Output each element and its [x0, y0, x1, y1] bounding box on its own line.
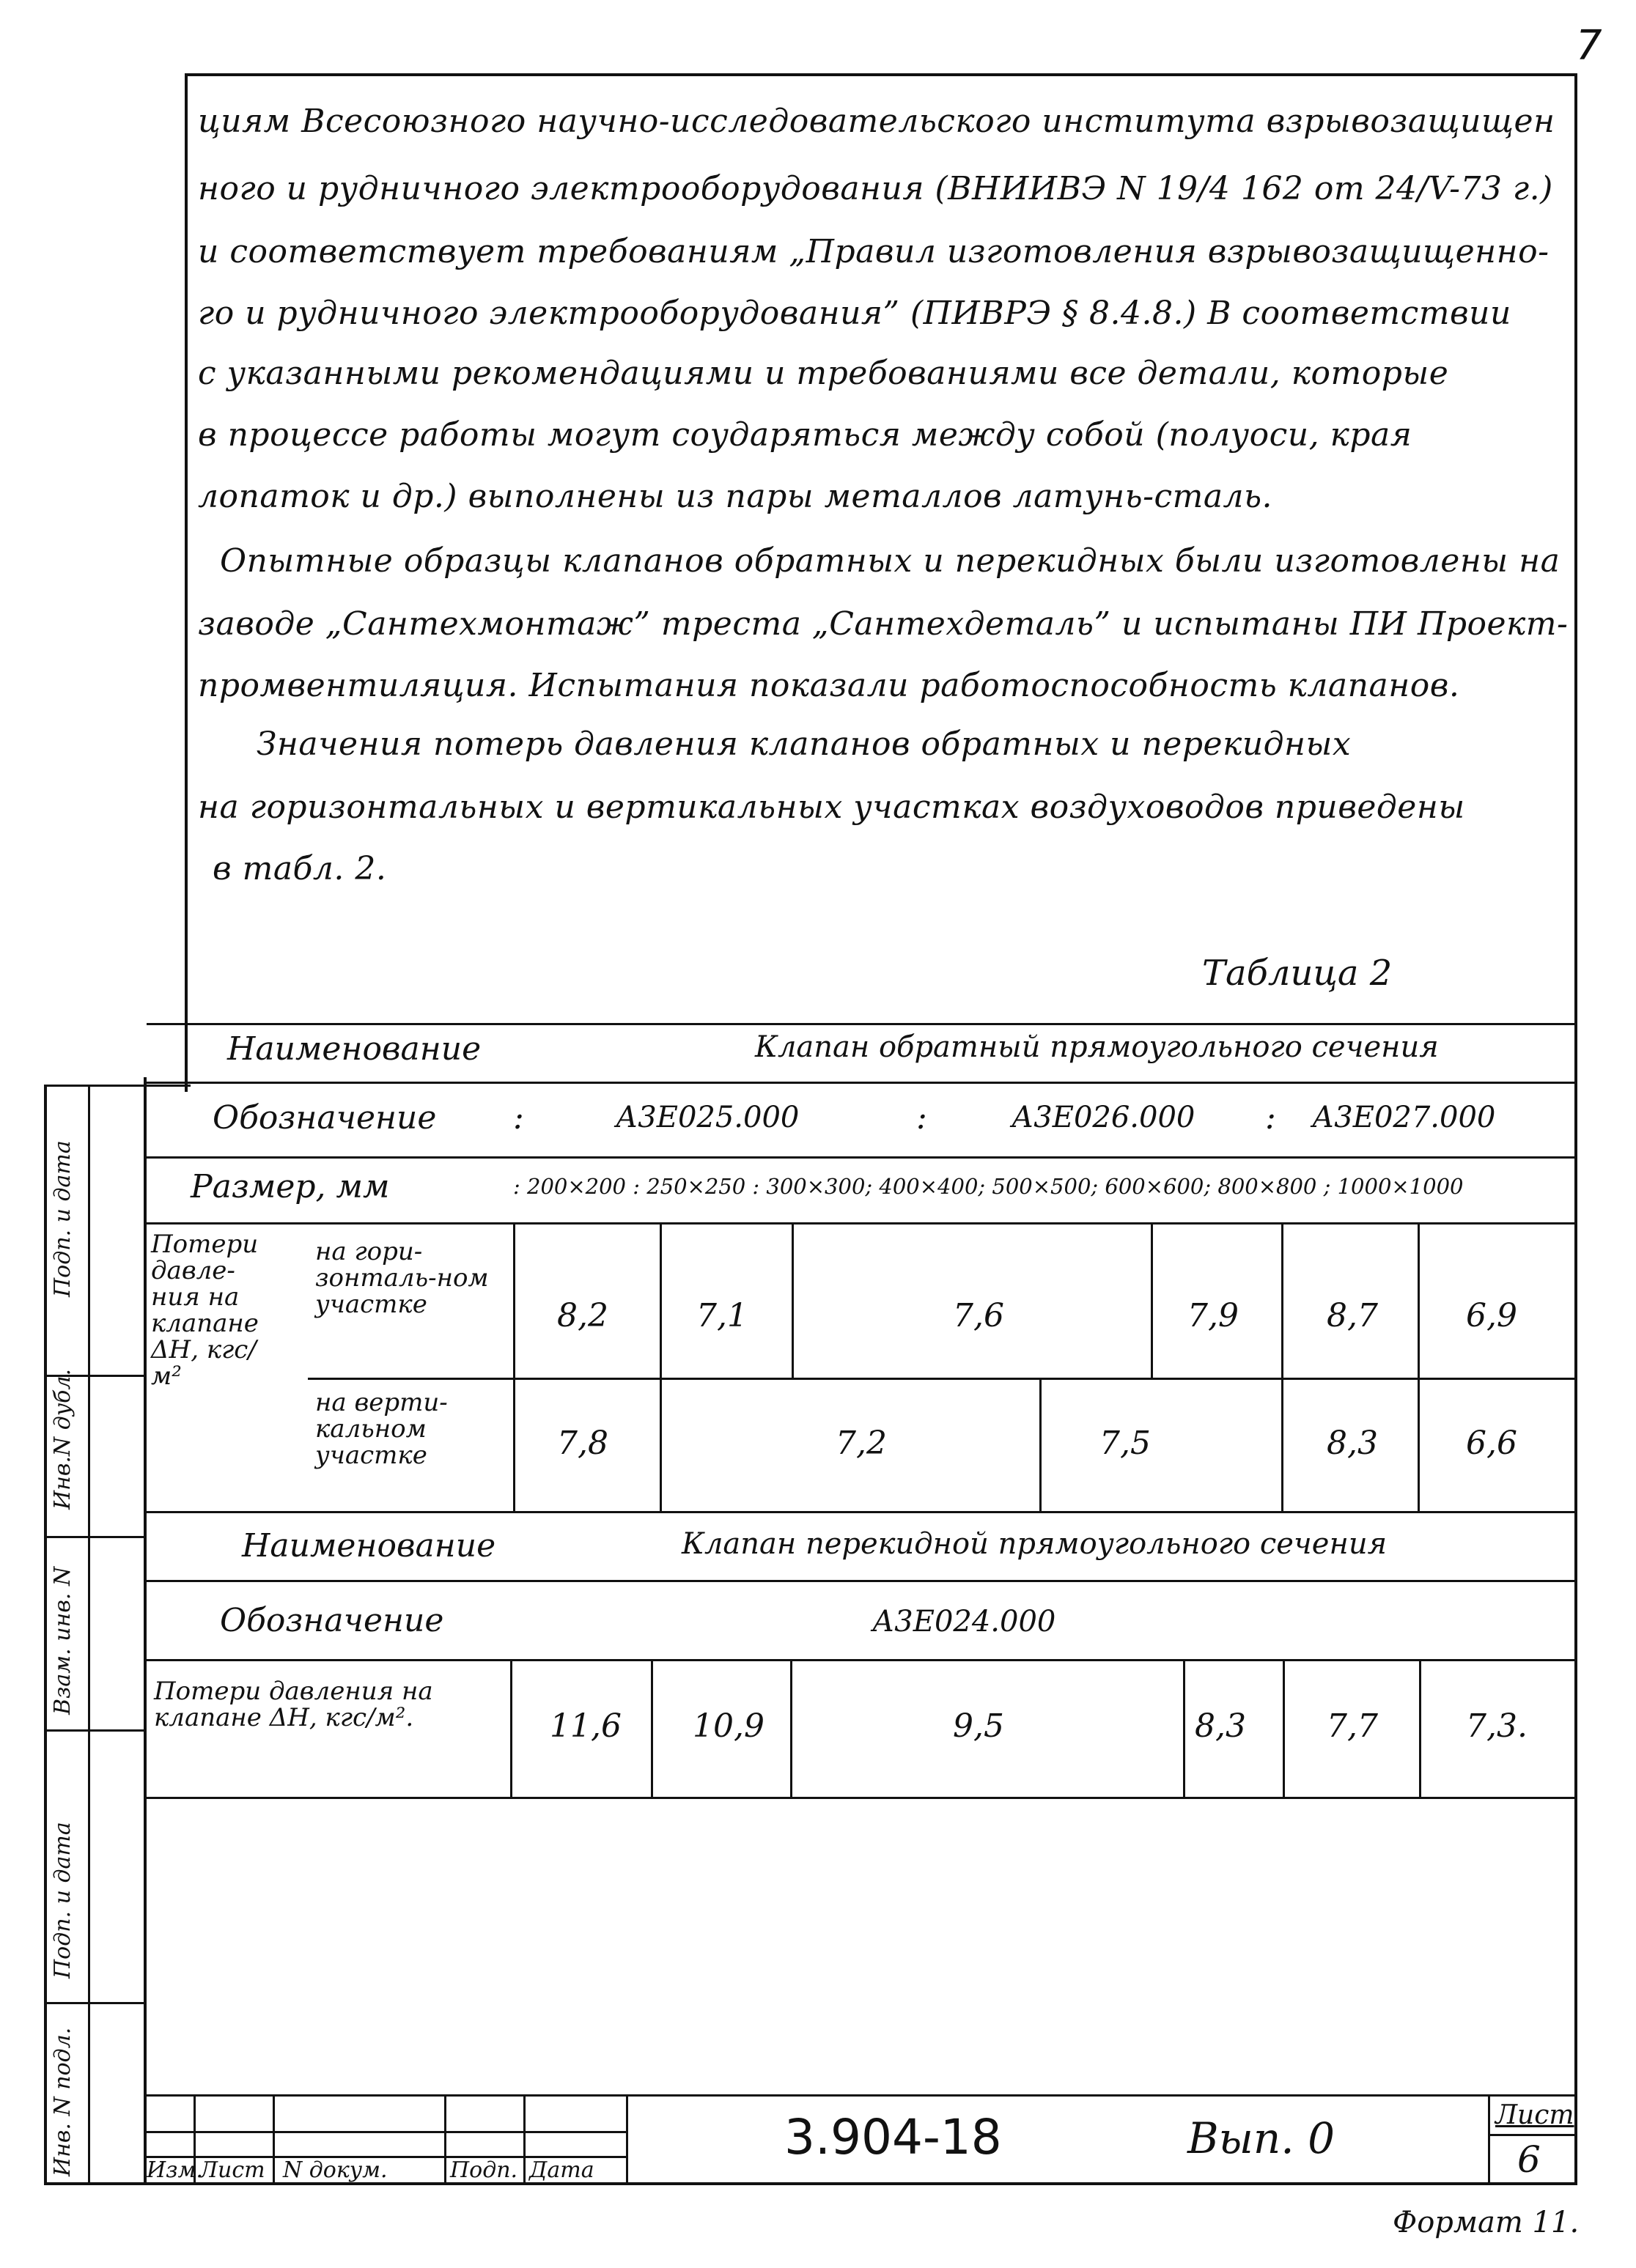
text-line: заводе „Сантехмонтаж” треста „Сантехдеталь” и испытаны ПИ Проект-	[198, 605, 1569, 643]
sheet-number: 6	[1517, 2138, 1541, 2181]
text-line: и соответствует требованиям „Правил изготовления взрывозащищенно-	[198, 233, 1550, 270]
side-line	[44, 1085, 47, 2184]
table-hline	[147, 1797, 1577, 1799]
side-line	[44, 1729, 147, 1732]
size-value: : 200×200 : 250×250 : 300×300; 400×400; 500×500; 600×600; 800×800 ; 1000×1000	[513, 1174, 1464, 1199]
side-label: Инв. N подл.	[50, 2027, 75, 2176]
designation-1: А3Е025.000	[616, 1101, 800, 1134]
table-hline	[147, 1156, 1577, 1159]
frame-left	[185, 73, 188, 1092]
frame-top	[185, 73, 1577, 76]
separator: :	[513, 1099, 524, 1137]
table-vline	[1419, 1659, 1421, 1798]
tb-col-label: Лист	[199, 2157, 265, 2183]
loss-value: 9,5	[953, 1707, 1004, 1745]
table-hline	[147, 1082, 1577, 1084]
vertical-value: 8,3	[1327, 1425, 1378, 1462]
frame-left-lower	[144, 1077, 147, 2184]
designation-2: А3Е026.000	[1012, 1101, 1195, 1134]
horizontal-label: на гори-зонталь-ном участке	[315, 1237, 489, 1319]
side-label: Инв.N дубл.	[50, 1368, 75, 1510]
sheet-label: Лист	[1495, 2100, 1574, 2130]
vertical-value: 7,8	[557, 1425, 608, 1462]
horizontal-value: 8,2	[557, 1297, 608, 1334]
table-vline	[660, 1222, 662, 1512]
vertical-value: 7,2	[836, 1425, 887, 1462]
table-vline	[792, 1222, 794, 1378]
horizontal-value: 8,7	[1327, 1297, 1378, 1334]
loss-value: 8,3	[1195, 1707, 1246, 1745]
table-vline	[1418, 1222, 1420, 1512]
doc-number: 3.904-18	[784, 2109, 1002, 2165]
tb-col-label: Изм.	[147, 2157, 203, 2183]
table-hline	[147, 1023, 1577, 1025]
side-line	[88, 1085, 90, 2184]
table-vline	[651, 1659, 653, 1798]
vertical-value: 7,5	[1099, 1425, 1151, 1462]
text-line: промвентиляция. Испытания показали работоспособность клапанов.	[198, 667, 1460, 704]
tb-line	[626, 2094, 628, 2184]
side-line	[44, 1085, 191, 1087]
tb-line	[144, 2094, 1577, 2097]
text-line: в процессе работы могут соударяться между собой (полуоси, края	[198, 416, 1412, 454]
text-line: в табл. 2.	[213, 850, 387, 887]
tb-col-label: N докум.	[283, 2157, 388, 2183]
table-vline	[790, 1659, 792, 1798]
horizontal-value: 7,6	[953, 1297, 1004, 1334]
table-vline	[1151, 1222, 1153, 1378]
text-line: циям Всесоюзного научно-исследовательского института взрывозащищен	[198, 103, 1555, 140]
text-line: с указанными рекомендациями и требованиями все детали, которые	[198, 355, 1449, 392]
separator: :	[1265, 1099, 1276, 1137]
table-vline	[513, 1222, 515, 1512]
side-label: Подп. и дата	[50, 1140, 75, 1297]
tb-col-label: Подп.	[450, 2157, 518, 2183]
horizontal-value: 7,1	[696, 1297, 748, 1334]
designation-3: А3Е027.000	[1312, 1101, 1496, 1134]
horizontal-value: 6,9	[1466, 1297, 1517, 1334]
tb-line	[144, 2131, 627, 2133]
loss-value: 7,3.	[1466, 1707, 1528, 1745]
side-line	[44, 1536, 147, 1538]
table-vline	[1039, 1378, 1042, 1512]
tb-line	[444, 2094, 446, 2184]
name-value: Клапан обратный прямоугольного сечения	[755, 1030, 1439, 1064]
tb-line	[1488, 2094, 1490, 2184]
issue: Вып. 0	[1187, 2113, 1335, 2163]
name-label-2: Наименование	[242, 1527, 496, 1565]
table-vline	[1281, 1222, 1283, 1512]
designation-label-2: Обозначение	[220, 1602, 444, 1639]
table-caption: Таблица 2	[1202, 953, 1393, 994]
text-line: на горизонтальных и вертикальных участках воздуховодов приведены	[198, 788, 1465, 826]
frame-right	[1574, 73, 1577, 2184]
loss-label-2: Потери давления на клапане ΔН, кгс/м².	[154, 1677, 433, 1732]
name-value-2: Клапан перекидной прямоугольного сечения	[682, 1527, 1388, 1561]
tb-line	[1488, 2134, 1577, 2136]
loss-label: Потери давле-ния на клапане ΔН, кгс/м²	[151, 1230, 259, 1391]
vertical-label: на верти-кальном участке	[315, 1388, 448, 1470]
horizontal-value: 7,9	[1187, 1297, 1239, 1334]
table-vline	[510, 1659, 512, 1798]
side-label: Подп. и дата	[50, 1822, 75, 1979]
designation-label: Обозначение	[213, 1099, 437, 1137]
table-vline	[1183, 1659, 1185, 1798]
text-line: ного и рудничного электрооборудования (ВНИИВЭ N 19/4 162 от 24/V-73 г.)	[198, 170, 1553, 207]
table-hline	[147, 1580, 1577, 1582]
page-number: 7	[1576, 22, 1602, 70]
format-note: Формат 11.	[1393, 2206, 1580, 2239]
tb-line	[523, 2094, 526, 2184]
text-line: лопаток и др.) выполнены из пары металлов латунь-сталь.	[198, 478, 1273, 515]
table-hline	[147, 1659, 1577, 1661]
side-label: Взам. инв. N	[50, 1566, 75, 1715]
designation-value-2: А3Е024.000	[872, 1605, 1056, 1639]
text-line: Значения потерь давления клапанов обратных и перекидных	[257, 725, 1352, 763]
side-line	[44, 2002, 147, 2004]
text-line: го и рудничного электрооборудования” (ПИВРЭ § 8.4.8.) В соответствии	[198, 295, 1511, 332]
tb-col-label: Дата	[529, 2157, 594, 2183]
loss-value: 11,6	[550, 1707, 622, 1745]
table-hline	[308, 1378, 1577, 1380]
separator: :	[916, 1099, 927, 1137]
size-label: Размер, мм	[191, 1168, 390, 1205]
table-hline	[147, 1511, 1577, 1513]
name-label: Наименование	[227, 1030, 482, 1068]
table-vline	[1283, 1659, 1285, 1798]
vertical-value: 6,6	[1466, 1425, 1517, 1462]
loss-value: 10,9	[693, 1707, 764, 1745]
tb-line	[273, 2094, 275, 2184]
table-hline	[147, 1222, 1577, 1225]
loss-value: 7,7	[1327, 1707, 1378, 1745]
text-line: Опытные образцы клапанов обратных и перекидных были изготовлены на	[220, 542, 1561, 580]
